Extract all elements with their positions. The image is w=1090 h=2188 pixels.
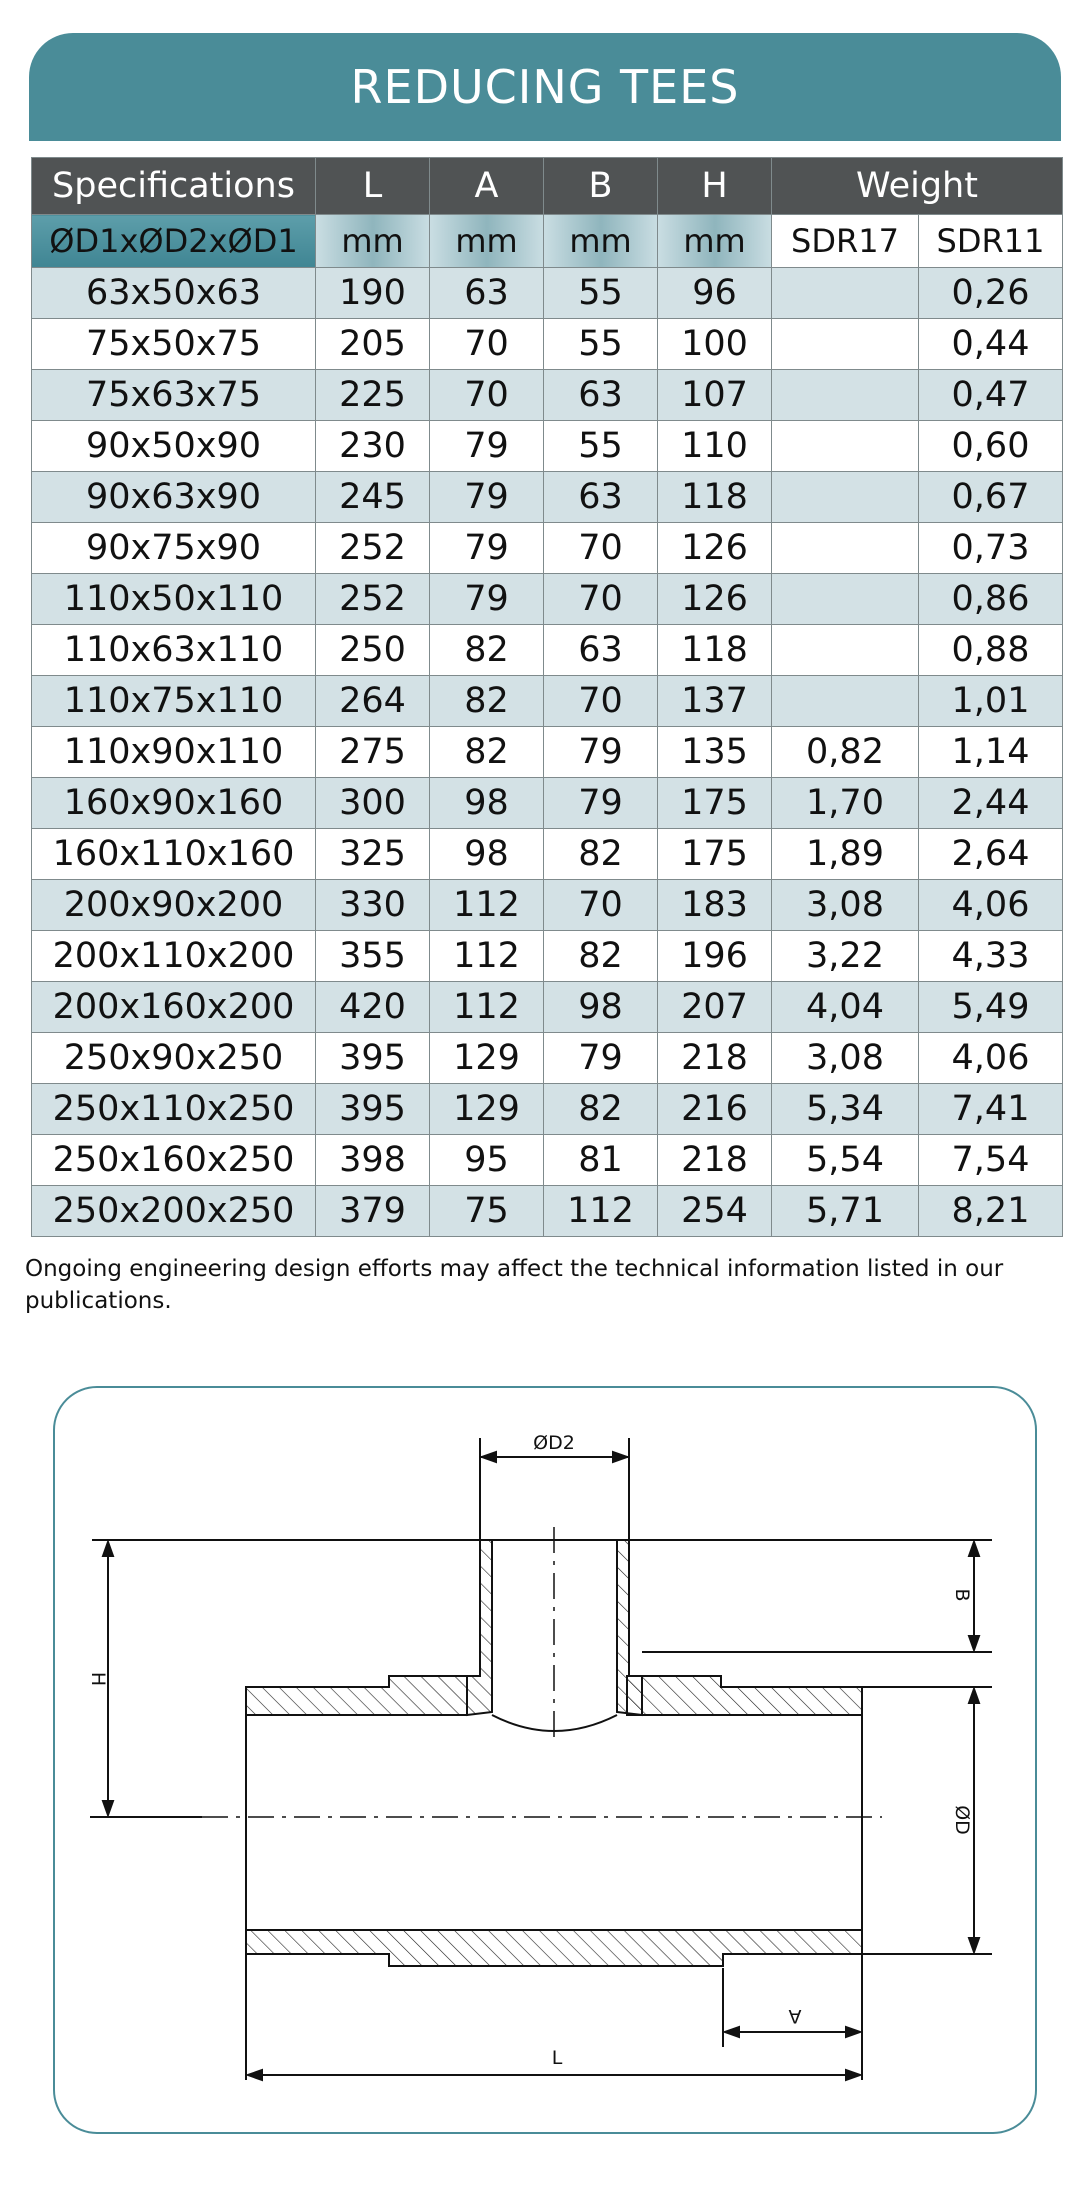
cell-h: 218 [658, 1135, 772, 1186]
cell-l: 420 [316, 982, 430, 1033]
cell-spec: 160x110x160 [32, 829, 316, 880]
header-b: B [544, 158, 658, 215]
cell-sdr17: 4,04 [772, 982, 919, 1033]
table-row [32, 370, 1063, 421]
cell-a: 98 [430, 778, 544, 829]
cell-spec: 250x110x250 [32, 1084, 316, 1135]
cell-a: 75 [430, 1186, 544, 1237]
cell-h: 126 [658, 523, 772, 574]
cell-b: 70 [544, 574, 658, 625]
unit-l: mm [316, 215, 430, 268]
header-specifications: Specifications [32, 158, 316, 215]
cell-a: 95 [430, 1135, 544, 1186]
table-row [32, 421, 1063, 472]
cell-spec: 110x90x110 [32, 727, 316, 778]
table-row [32, 1135, 1063, 1186]
cell-sdr17 [772, 370, 919, 421]
cell-sdr17: 1,89 [772, 829, 919, 880]
label-b: B [951, 1588, 973, 1602]
cell-l: 355 [316, 931, 430, 982]
cell-sdr11: 5,49 [919, 982, 1063, 1033]
table-row [32, 625, 1063, 676]
unit-sdr17: SDR17 [772, 215, 919, 268]
main-pipe-bottom-wall [246, 1930, 862, 1966]
cell-a: 112 [430, 982, 544, 1033]
cell-sdr11: 2,44 [919, 778, 1063, 829]
cell-h: 100 [658, 319, 772, 370]
cell-sdr11: 7,54 [919, 1135, 1063, 1186]
cell-b: 70 [544, 523, 658, 574]
cell-b: 55 [544, 319, 658, 370]
cell-sdr17 [772, 523, 919, 574]
cell-sdr11: 0,86 [919, 574, 1063, 625]
cell-h: 118 [658, 625, 772, 676]
cell-sdr17: 3,22 [772, 931, 919, 982]
cell-a: 129 [430, 1033, 544, 1084]
cell-b: 55 [544, 421, 658, 472]
header-weight: Weight [772, 158, 1063, 215]
technical-drawing-frame [53, 1386, 1037, 2134]
cell-l: 325 [316, 829, 430, 880]
cell-sdr11: 0,67 [919, 472, 1063, 523]
cell-h: 110 [658, 421, 772, 472]
cell-a: 82 [430, 727, 544, 778]
cell-h: 126 [658, 574, 772, 625]
cell-sdr17 [772, 625, 919, 676]
label-d: ØD [951, 1805, 973, 1835]
cell-a: 79 [430, 574, 544, 625]
table-row [32, 523, 1063, 574]
table-row [32, 778, 1063, 829]
cell-spec: 110x63x110 [32, 625, 316, 676]
cell-h: 135 [658, 727, 772, 778]
cell-l: 252 [316, 523, 430, 574]
cell-sdr11: 0,44 [919, 319, 1063, 370]
cell-l: 205 [316, 319, 430, 370]
cell-sdr11: 2,64 [919, 829, 1063, 880]
cell-sdr17 [772, 268, 919, 319]
cell-sdr11: 0,73 [919, 523, 1063, 574]
cell-b: 63 [544, 370, 658, 421]
table-row [32, 727, 1063, 778]
table-row [32, 1033, 1063, 1084]
cell-h: 207 [658, 982, 772, 1033]
table-row [32, 1186, 1063, 1237]
cell-a: 82 [430, 625, 544, 676]
cell-sdr11: 4,06 [919, 1033, 1063, 1084]
main-pipe-top-wall-right [627, 1676, 862, 1715]
cell-sdr17: 5,71 [772, 1186, 919, 1237]
reducing-tees-table [31, 157, 1063, 1237]
unit-a: mm [430, 215, 544, 268]
cell-sdr11: 4,06 [919, 880, 1063, 931]
cell-spec: 110x50x110 [32, 574, 316, 625]
table-body [32, 268, 1063, 1237]
cell-spec: 200x90x200 [32, 880, 316, 931]
cell-sdr11: 0,60 [919, 421, 1063, 472]
cell-sdr17: 5,54 [772, 1135, 919, 1186]
cell-b: 79 [544, 727, 658, 778]
cell-h: 175 [658, 778, 772, 829]
header-l: L [316, 158, 430, 215]
cell-h: 107 [658, 370, 772, 421]
cell-l: 250 [316, 625, 430, 676]
cell-l: 252 [316, 574, 430, 625]
cell-sdr17: 0,82 [772, 727, 919, 778]
cell-b: 82 [544, 829, 658, 880]
cell-l: 275 [316, 727, 430, 778]
cell-b: 81 [544, 1135, 658, 1186]
cell-spec: 200x110x200 [32, 931, 316, 982]
cell-a: 112 [430, 931, 544, 982]
label-l: L [551, 2047, 563, 2069]
table-row [32, 268, 1063, 319]
cell-spec: 250x160x250 [32, 1135, 316, 1186]
cell-a: 129 [430, 1084, 544, 1135]
cell-a: 112 [430, 880, 544, 931]
cell-spec: 63x50x63 [32, 268, 316, 319]
cell-sdr11: 0,47 [919, 370, 1063, 421]
table-row [32, 829, 1063, 880]
main-pipe-top-wall [246, 1676, 467, 1715]
cell-b: 79 [544, 1033, 658, 1084]
cell-spec: 250x90x250 [32, 1033, 316, 1084]
cell-b: 63 [544, 472, 658, 523]
cell-l: 225 [316, 370, 430, 421]
cell-h: 183 [658, 880, 772, 931]
cell-sdr11: 7,41 [919, 1084, 1063, 1135]
cell-spec: 110x75x110 [32, 676, 316, 727]
cell-l: 398 [316, 1135, 430, 1186]
cell-l: 330 [316, 880, 430, 931]
cell-b: 70 [544, 880, 658, 931]
cell-l: 395 [316, 1033, 430, 1084]
cell-l: 379 [316, 1186, 430, 1237]
header-h: H [658, 158, 772, 215]
cell-sdr11: 1,01 [919, 676, 1063, 727]
unit-spec: ØD1xØD2xØD1 [32, 215, 316, 268]
cell-sdr11: 8,21 [919, 1186, 1063, 1237]
header-a: A [430, 158, 544, 215]
unit-b: mm [544, 215, 658, 268]
cell-h: 196 [658, 931, 772, 982]
cell-spec: 90x75x90 [32, 523, 316, 574]
cell-l: 264 [316, 676, 430, 727]
cell-spec: 90x50x90 [32, 421, 316, 472]
table-row [32, 319, 1063, 370]
cell-h: 118 [658, 472, 772, 523]
cell-a: 82 [430, 676, 544, 727]
table-row [32, 1084, 1063, 1135]
table-row [32, 931, 1063, 982]
cell-l: 230 [316, 421, 430, 472]
table-row [32, 880, 1063, 931]
cell-l: 300 [316, 778, 430, 829]
unit-sdr11: SDR11 [919, 215, 1063, 268]
cell-spec: 75x50x75 [32, 319, 316, 370]
cell-a: 70 [430, 319, 544, 370]
cell-h: 216 [658, 1084, 772, 1135]
cell-sdr17 [772, 421, 919, 472]
cell-sdr17: 3,08 [772, 880, 919, 931]
cell-b: 70 [544, 676, 658, 727]
cell-h: 175 [658, 829, 772, 880]
cell-a: 70 [430, 370, 544, 421]
cell-b: 112 [544, 1186, 658, 1237]
cell-l: 245 [316, 472, 430, 523]
label-h: H [87, 1671, 109, 1687]
label-a: A [788, 2005, 802, 2027]
cell-sdr17 [772, 319, 919, 370]
cell-sdr11: 0,26 [919, 268, 1063, 319]
cell-b: 98 [544, 982, 658, 1033]
reducing-tee-drawing [55, 1388, 1037, 2134]
table-row [32, 574, 1063, 625]
cell-l: 190 [316, 268, 430, 319]
cell-h: 218 [658, 1033, 772, 1084]
cell-a: 98 [430, 829, 544, 880]
cell-l: 395 [316, 1084, 430, 1135]
table-row [32, 472, 1063, 523]
cell-b: 82 [544, 931, 658, 982]
cell-sdr11: 0,88 [919, 625, 1063, 676]
disclaimer-note: Ongoing engineering design efforts may affect the technical information listed in our publications. [25, 1256, 1004, 1314]
cell-a: 79 [430, 421, 544, 472]
cell-sdr11: 1,14 [919, 727, 1063, 778]
cell-h: 254 [658, 1186, 772, 1237]
page-title: REDUCING TEES [350, 60, 740, 114]
cell-spec: 160x90x160 [32, 778, 316, 829]
cell-sdr17 [772, 574, 919, 625]
cell-sdr17 [772, 472, 919, 523]
cell-h: 137 [658, 676, 772, 727]
cell-sdr17: 5,34 [772, 1084, 919, 1135]
cell-a: 79 [430, 472, 544, 523]
table-units-row [32, 215, 1063, 268]
cell-b: 79 [544, 778, 658, 829]
cell-a: 79 [430, 523, 544, 574]
unit-h: mm [658, 215, 772, 268]
cell-b: 82 [544, 1084, 658, 1135]
cell-sdr11: 4,33 [919, 931, 1063, 982]
table-header-row [32, 158, 1063, 215]
cell-a: 63 [430, 268, 544, 319]
label-d2: ØD2 [533, 1432, 575, 1454]
cell-spec: 250x200x250 [32, 1186, 316, 1237]
cell-sdr17 [772, 676, 919, 727]
cell-spec: 200x160x200 [32, 982, 316, 1033]
cell-sdr17: 1,70 [772, 778, 919, 829]
cell-b: 63 [544, 625, 658, 676]
table-row [32, 676, 1063, 727]
cell-spec: 75x63x75 [32, 370, 316, 421]
cell-b: 55 [544, 268, 658, 319]
title-banner [29, 33, 1061, 141]
cell-sdr17: 3,08 [772, 1033, 919, 1084]
cell-h: 96 [658, 268, 772, 319]
cell-spec: 90x63x90 [32, 472, 316, 523]
table-row [32, 982, 1063, 1033]
